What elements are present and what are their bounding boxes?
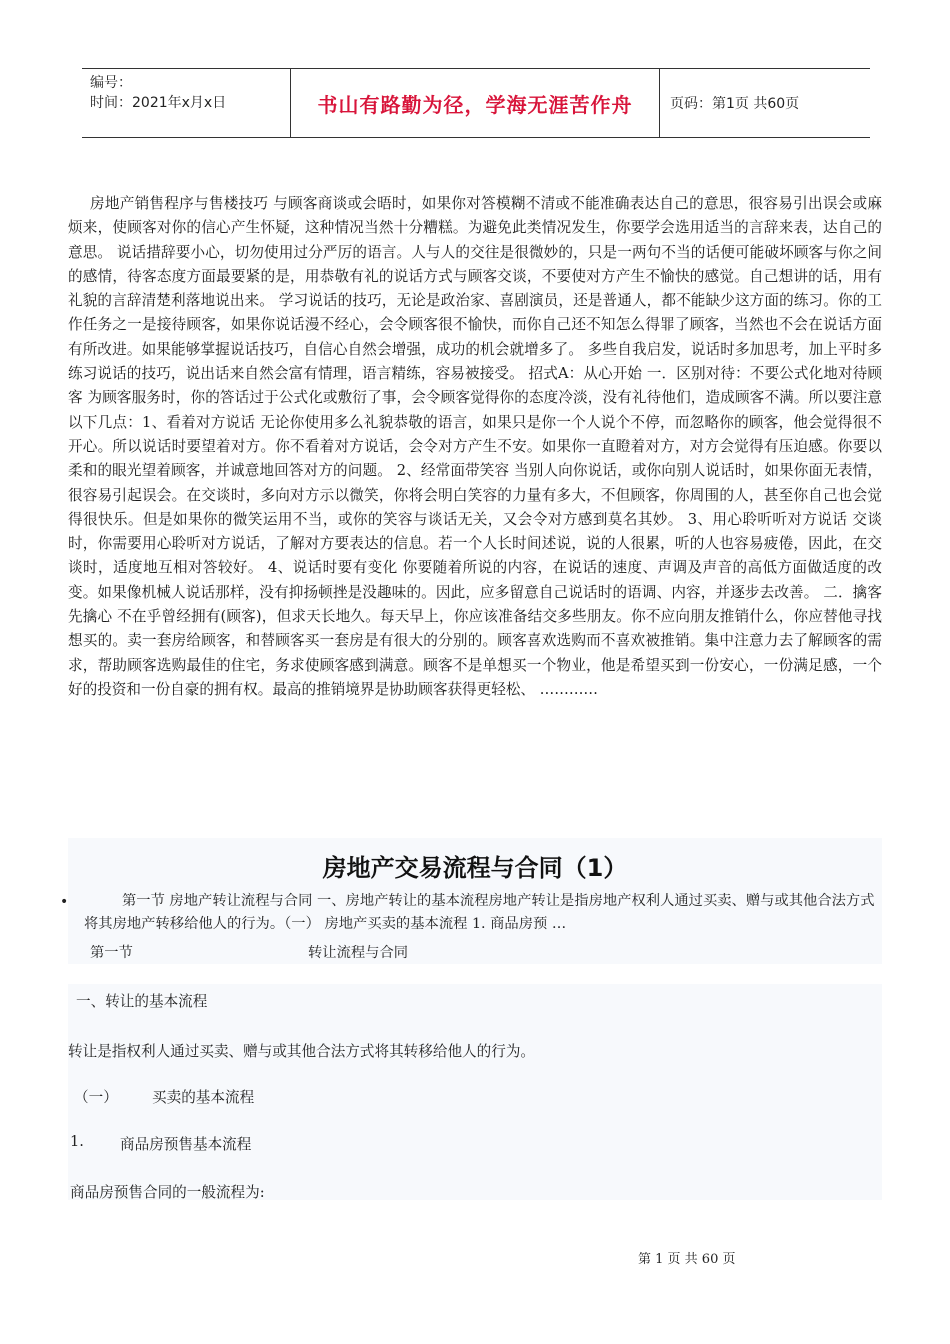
bullet-marker: • bbox=[60, 894, 69, 910]
document-date: 时间：2021年x月x日 bbox=[90, 95, 227, 111]
para-basic-flow: 一、转让的基本流程 bbox=[76, 993, 208, 1010]
para-item-number: （一） bbox=[74, 1089, 118, 1106]
section-summary: 第一节 房地产转让流程与合同 一、房地产转让的基本流程房地产转让是指房地产权利人通过买卖、赠与或其他合法方式将其房地产转移给他人的行为。（一） 房地产买卖的基本流程 1. 商品房预 … bbox=[84, 893, 875, 932]
subheading-chapter: 第一节 bbox=[90, 945, 133, 961]
document-number-label: 编号： bbox=[90, 75, 132, 91]
header-left-cell bbox=[82, 69, 291, 137]
header-motto-cell bbox=[291, 69, 660, 137]
section-title: 房地产交易流程与合同（1） bbox=[322, 854, 628, 882]
para-definition: 转让是指权利人通过买卖、赠与或其他合法方式将其转移给他人的行为。 bbox=[68, 1043, 536, 1060]
header-motto: 书山有路勤为径，学海无涯苦作舟 bbox=[317, 92, 633, 117]
header-page-cell bbox=[660, 69, 870, 137]
para-subitem-number: 1. bbox=[70, 1133, 84, 1150]
header-page-info: 页码：第1页 共60页 bbox=[670, 96, 800, 112]
section-gap bbox=[68, 964, 882, 984]
para-item-text: 买卖的基本流程 bbox=[152, 1089, 255, 1106]
article-body: 房地产销售程序与售楼技巧 与顾客商谈或会晤时，如果你对答模糊不清或不能准确表达自己的意思，很容易引出误会或麻烦来，使顾客对你的信心产生怀疑，这种情况当然十分糟糕。为避免此类情况发生，你要学会选用适当的言辞来表，达自己的意思。 说话措辞要小心，切勿使用过分严厉的语言。人与人的交往是很微妙的，只是一两句不当的话便可能破坏顾客与你之间的感情，待客态度方面最要紧的是，用恭敬有礼的说话方式与顾客交谈，不要使对方产生不愉快的感觉。自己想讲的话，用有礼貌的言辞清楚利落地说出来。 学习说话的技巧，无论是政治家、喜剧演员，还是普通人，都不能缺少这方面的练习。你的工作任务之一是接待顾客，如果你说话漫不经心，会令顾客很不愉快，而你自己还不知怎么得罪了顾客，当然也不会在说话方面有所改进。如果能够掌握说话技巧，自信心自然会增强，成功的机会就增多了。 多些自我启发，说话时多加思考，加上平时多练习说话的技巧，说出话来自然会富有情理，语言精练，容易被接受。 招式A：从心开始 一．区别对待：不要公式化地对待顾客 为顾客服务时，你的答话过于公式化或敷衍了事，会令顾客觉得你的态度冷淡，没有礼待他们，造成顾客不满。所以要注意以下几点：1、看着对方说话 无论你使用多么礼貌恭敬的语言，如果只是你一个人说个不停，而忽略你的顾客，他会觉得很不开心。所以说话时要望着对方。你不看着对方说话，会令对方产生不安。如果你一直瞪着对方，对方会觉得有压迫感。你要以柔和的眼光望着顾客，并诚意地回答对方的问题。 2、经常面带笑容 当别人向你说话，或你向别人说话时，如果你面无表情，很容易引起误会。在交谈时，多向对方示以微笑，你将会明白笑容的力量有多大，不但顾客，你周围的人，甚至你自己也会觉得很快乐。但是如果你的微笑运用不当，或你的笑容与谈话无关，又会令对方感到莫名其妙。 3、用心聆听听对方说话 交谈时，你需要用心聆听对方说话，了解对方要表达的信息。若一个人长时间述说，说的人很累，听的人也容易疲倦，因此，在交谈时，适度地互相对答较好。 4、说话时要有变化 你要随着所说的内容，在说话的速度、声调及声音的高低方面做适度的改变。如果像机械人说话那样，没有抑扬顿挫是没趣味的。因此，应多留意自己说话时的语调、内容，并逐步去改善。 二．擒客先擒心 不在乎曾经拥有(顾客)，但求天长地久。每天早上，你应该准备结交多些朋友。你不应向朋友推销什么，你应替他寻找想买的。卖一套房给顾客，和替顾客买一套房是有很大的分别的。顾客喜欢选购而不喜欢被推销。集中注意力去了解顾客的需求，帮助顾客选购最佳的住宅，务求使顾客感到满意。顾客不是单想买一个物业，他是希望买到一份安心，一份满足感，一个好的投资和一份自豪的拥有权。最高的推销境界是协助顾客获得更轻松、 ………… bbox=[68, 195, 882, 698]
document-header bbox=[82, 68, 870, 138]
para-contract-flow: 商品房预售合同的一般流程为: bbox=[70, 1184, 265, 1201]
para-subitem-text: 商品房预售基本流程 bbox=[120, 1136, 252, 1153]
subheading-topic: 转让流程与合同 bbox=[308, 945, 409, 961]
page-footer: 第 1 页 共 60 页 bbox=[638, 1252, 736, 1267]
